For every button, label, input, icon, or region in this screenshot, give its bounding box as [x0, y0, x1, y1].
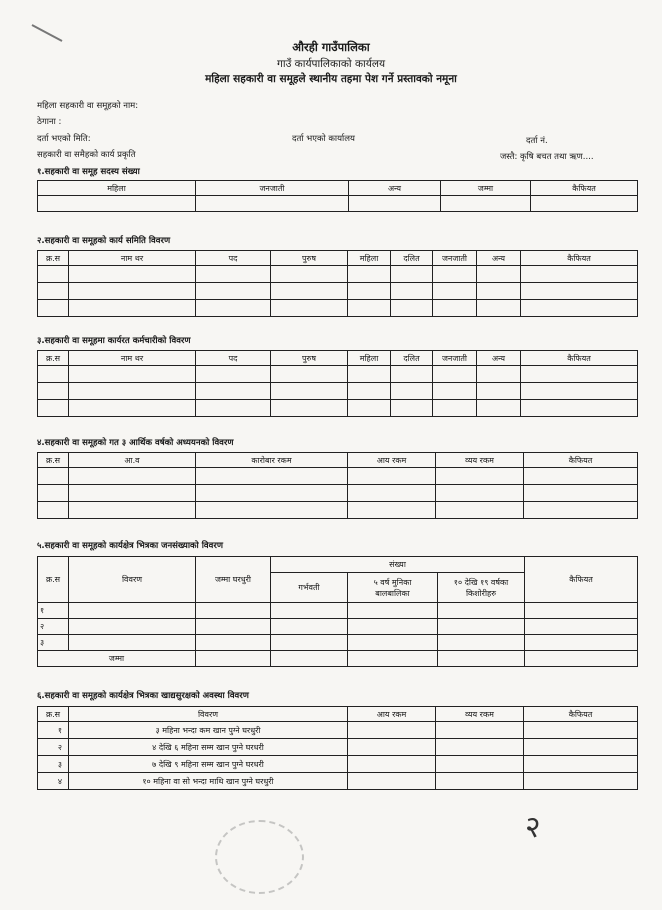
section-5-title: ५.सहकारी वा समूहको कार्यक्षेत्र भित्रका जनसंख्याको विवरण — [37, 541, 223, 551]
col-header: जनजाती — [433, 251, 477, 266]
table-row: ३ ७ देखि ९ महिना सम्म खान पुग्ने घरधरी — [38, 756, 638, 773]
col-header: कैफियत — [521, 251, 638, 266]
col-header: दलित — [391, 351, 433, 366]
field-name: महिला सहकारी वा समूहको नाम: — [37, 101, 139, 111]
col-header: अन्य — [349, 181, 441, 196]
members-table — [37, 180, 638, 212]
section-1-title: १.सहकारी वा समूह सदस्य संख्या — [37, 167, 140, 177]
section-4-title: ४.सहकारी वा समूहको गत ३ आर्थिक वर्षको अध्ययनको विवरण — [37, 438, 234, 448]
col-header: जनजाती — [196, 181, 349, 196]
col-header: क्र.स — [38, 707, 69, 722]
form-title: महिला सहकारी वा समूहले स्थानीय तहमा पेश गर्ने प्रस्तावको नमूना — [205, 73, 457, 85]
col-header: कैफियत — [525, 557, 638, 603]
field-reg-office: दर्ता भएको कार्यालय — [292, 134, 355, 144]
field-reg-date: दर्ता भएको मिति: — [37, 134, 91, 144]
col-header: महिला — [38, 181, 196, 196]
col-header: क्र.स — [38, 453, 69, 468]
col-header: संख्या — [271, 557, 525, 573]
table-row — [38, 266, 638, 283]
col-header: पुरुष — [271, 251, 348, 266]
col-header: नाम थर — [69, 351, 196, 366]
col-header: आ.व — [69, 453, 196, 468]
col-header: विवरण — [69, 707, 348, 722]
col-header: पद — [196, 251, 271, 266]
col-header: महिला — [348, 351, 391, 366]
col-header: पद — [196, 351, 271, 366]
field-example: जस्तै: कृषि बचत तथा ऋण.... — [500, 152, 594, 162]
table-row — [38, 502, 638, 519]
table-row — [38, 366, 638, 383]
col-header: कारोबार रकम — [196, 453, 348, 468]
office-title: गाउँ कार्यपालिकाको कार्यलय — [276, 58, 386, 70]
field-work-type: सहकारी वा समैहको कार्य प्रकृति — [37, 150, 136, 160]
field-reg-no: दर्ता नं. — [526, 136, 548, 146]
col-header: गर्भवती — [271, 573, 348, 603]
table-row: २ ४ देखि ६ महिना सम्म खान पुग्ने घरधरी — [38, 739, 638, 756]
col-header: आय रकम — [348, 453, 436, 468]
col-header: व्यय रकम — [436, 453, 524, 468]
table-row: ४ १० महिना वा सो भन्दा माथि खान पुग्ने घरधुरी — [38, 773, 638, 790]
col-header: कैफियत — [524, 707, 638, 722]
table-row — [38, 400, 638, 417]
table-row: १ — [38, 603, 638, 619]
col-header: अन्य — [477, 351, 521, 366]
population-table — [37, 556, 638, 667]
col-header: नाम थर — [69, 251, 196, 266]
col-header: व्यय रकम — [436, 707, 524, 722]
table-row — [38, 283, 638, 300]
col-header: जम्मा — [441, 181, 531, 196]
table-row — [38, 196, 638, 212]
col-header: महिला — [348, 251, 391, 266]
office-stamp — [215, 820, 304, 894]
committee-table — [37, 250, 638, 317]
table-row: १ ३ महिना भन्दा कम खान पुग्ने घरधुरी — [38, 722, 638, 739]
table-row — [38, 485, 638, 502]
section-3-title: ३.सहकारी वा समूहमा कार्यरत कर्मचारीको विवरण — [37, 336, 191, 346]
col-header: आय रकम — [348, 707, 436, 722]
table-row: २ — [38, 619, 638, 635]
col-header: क्र.स — [38, 351, 69, 366]
col-header: जनजाती — [433, 351, 477, 366]
section-6-title: ६.सहकारी वा समूहको कार्यक्षेत्र भित्रका खाद्यसुरक्षको अवस्था विवरण — [37, 691, 249, 701]
col-header: पुरुष — [271, 351, 348, 366]
col-header: क्र.स — [38, 557, 69, 603]
col-header: अन्य — [477, 251, 521, 266]
staff-table — [37, 350, 638, 417]
col-header: जम्मा घरधुरी — [196, 557, 271, 603]
total-label: जम्मा — [38, 651, 196, 667]
col-header: दलित — [391, 251, 433, 266]
col-header: कैफियत — [521, 351, 638, 366]
municipality-title: औरही गाउँपालिका — [292, 40, 370, 54]
section-2-title: २.सहकारी वा समूहको कार्य समिति विवरण — [37, 236, 171, 246]
col-header: कैफियत — [524, 453, 638, 468]
col-header: कैफियत — [531, 181, 638, 196]
table-row: ३ — [38, 635, 638, 651]
col-header: १० देखि १९ वर्षका किशोरीहरु — [438, 573, 525, 603]
table-row — [38, 383, 638, 400]
total-row — [38, 651, 638, 667]
col-header: ५ वर्ष मुनिका बालबालिका — [348, 573, 438, 603]
field-address: ठेगाना : — [37, 117, 62, 127]
finance-table — [37, 452, 638, 519]
table-row — [38, 300, 638, 317]
col-header: विवरण — [69, 557, 196, 603]
table-row — [38, 468, 638, 485]
col-header: क्र.स — [38, 251, 69, 266]
signature-mark: २ — [525, 810, 541, 845]
food-security-table — [37, 706, 638, 790]
